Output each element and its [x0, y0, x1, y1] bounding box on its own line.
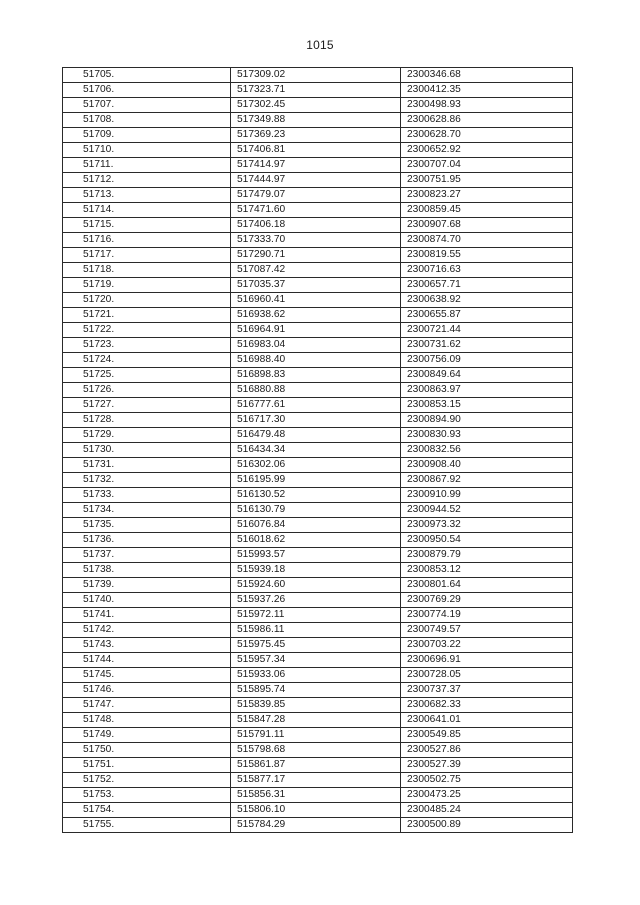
x-coordinate-cell: 517479.07	[231, 188, 401, 203]
table-row	[63, 443, 573, 458]
point-number-cell: 51733.	[63, 488, 231, 503]
point-number-cell: 51728.	[63, 413, 231, 428]
table-row	[63, 773, 573, 788]
point-number-cell: 51713.	[63, 188, 231, 203]
x-coordinate-cell: 516717.30	[231, 413, 401, 428]
table-row	[63, 488, 573, 503]
table-row	[63, 368, 573, 383]
x-coordinate-cell: 515791.11	[231, 728, 401, 743]
x-coordinate-cell: 517349.88	[231, 113, 401, 128]
table-row	[63, 638, 573, 653]
point-number-cell: 51750.	[63, 743, 231, 758]
table-row	[63, 83, 573, 98]
x-coordinate-cell: 516076.84	[231, 518, 401, 533]
x-coordinate-cell: 515933.06	[231, 668, 401, 683]
point-number-cell: 51745.	[63, 668, 231, 683]
point-number-cell: 51721.	[63, 308, 231, 323]
table-row	[63, 248, 573, 263]
x-coordinate-cell: 517369.23	[231, 128, 401, 143]
table-row	[63, 668, 573, 683]
y-coordinate-cell: 2300657.71	[401, 278, 573, 293]
x-coordinate-cell: 516302.06	[231, 458, 401, 473]
point-number-cell: 51706.	[63, 83, 231, 98]
x-coordinate-cell: 516988.40	[231, 353, 401, 368]
y-coordinate-cell: 2300756.09	[401, 353, 573, 368]
y-coordinate-cell: 2300874.70	[401, 233, 573, 248]
table-row	[63, 68, 573, 83]
y-coordinate-cell: 2300527.86	[401, 743, 573, 758]
y-coordinate-cell: 2300728.05	[401, 668, 573, 683]
point-number-cell: 51732.	[63, 473, 231, 488]
y-coordinate-cell: 2300774.19	[401, 608, 573, 623]
y-coordinate-cell: 2300950.54	[401, 533, 573, 548]
point-number-cell: 51731.	[63, 458, 231, 473]
point-number-cell: 51719.	[63, 278, 231, 293]
table-row	[63, 818, 573, 833]
x-coordinate-cell: 516195.99	[231, 473, 401, 488]
point-number-cell: 51726.	[63, 383, 231, 398]
point-number-cell: 51737.	[63, 548, 231, 563]
table-row	[63, 608, 573, 623]
x-coordinate-cell: 517333.70	[231, 233, 401, 248]
y-coordinate-cell: 2300823.27	[401, 188, 573, 203]
point-number-cell: 51746.	[63, 683, 231, 698]
y-coordinate-cell: 2300485.24	[401, 803, 573, 818]
x-coordinate-cell: 515798.68	[231, 743, 401, 758]
y-coordinate-cell: 2300707.04	[401, 158, 573, 173]
table-row	[63, 743, 573, 758]
x-coordinate-cell: 515993.57	[231, 548, 401, 563]
x-coordinate-cell: 516938.62	[231, 308, 401, 323]
point-number-cell: 51718.	[63, 263, 231, 278]
table-row	[63, 713, 573, 728]
x-coordinate-cell: 516880.88	[231, 383, 401, 398]
x-coordinate-cell: 515861.87	[231, 758, 401, 773]
y-coordinate-cell: 2300502.75	[401, 773, 573, 788]
x-coordinate-cell: 515937.26	[231, 593, 401, 608]
table-row	[63, 698, 573, 713]
point-number-cell: 51716.	[63, 233, 231, 248]
table-row	[63, 623, 573, 638]
point-number-cell: 51735.	[63, 518, 231, 533]
x-coordinate-cell: 515924.60	[231, 578, 401, 593]
x-coordinate-cell: 515895.74	[231, 683, 401, 698]
point-number-cell: 51715.	[63, 218, 231, 233]
table-row	[63, 233, 573, 248]
table-row	[63, 158, 573, 173]
page-number: 1015	[306, 38, 334, 52]
table-row	[63, 338, 573, 353]
y-coordinate-cell: 2300853.15	[401, 398, 573, 413]
table-row	[63, 203, 573, 218]
y-coordinate-cell: 2300682.33	[401, 698, 573, 713]
table-row	[63, 188, 573, 203]
y-coordinate-cell: 2300910.99	[401, 488, 573, 503]
y-coordinate-cell: 2300832.56	[401, 443, 573, 458]
y-coordinate-cell: 2300973.32	[401, 518, 573, 533]
table-row	[63, 98, 573, 113]
table-row	[63, 473, 573, 488]
x-coordinate-cell: 517087.42	[231, 263, 401, 278]
y-coordinate-cell: 2300500.89	[401, 818, 573, 833]
point-number-cell: 51740.	[63, 593, 231, 608]
y-coordinate-cell: 2300652.92	[401, 143, 573, 158]
x-coordinate-cell: 515784.29	[231, 818, 401, 833]
x-coordinate-cell: 515856.31	[231, 788, 401, 803]
table-row	[63, 263, 573, 278]
table-row	[63, 803, 573, 818]
table-row	[63, 548, 573, 563]
table-row	[63, 353, 573, 368]
point-number-cell: 51707.	[63, 98, 231, 113]
y-coordinate-cell: 2300346.68	[401, 68, 573, 83]
table-row	[63, 383, 573, 398]
point-number-cell: 51729.	[63, 428, 231, 443]
table-row	[63, 413, 573, 428]
point-number-cell: 51748.	[63, 713, 231, 728]
x-coordinate-cell: 515847.28	[231, 713, 401, 728]
point-number-cell: 51720.	[63, 293, 231, 308]
point-number-cell: 51749.	[63, 728, 231, 743]
point-number-cell: 51722.	[63, 323, 231, 338]
point-number-cell: 51708.	[63, 113, 231, 128]
table-row	[63, 293, 573, 308]
point-number-cell: 51739.	[63, 578, 231, 593]
y-coordinate-cell: 2300721.44	[401, 323, 573, 338]
coordinate-table-body	[63, 68, 573, 833]
table-row	[63, 578, 573, 593]
point-number-cell: 51752.	[63, 773, 231, 788]
x-coordinate-cell: 516983.04	[231, 338, 401, 353]
x-coordinate-cell: 516960.41	[231, 293, 401, 308]
coordinate-table	[62, 67, 573, 833]
x-coordinate-cell: 517406.18	[231, 218, 401, 233]
point-number-cell: 51741.	[63, 608, 231, 623]
x-coordinate-cell: 515939.18	[231, 563, 401, 578]
y-coordinate-cell: 2300655.87	[401, 308, 573, 323]
y-coordinate-cell: 2300731.62	[401, 338, 573, 353]
table-row	[63, 503, 573, 518]
y-coordinate-cell: 2300628.86	[401, 113, 573, 128]
table-row	[63, 788, 573, 803]
table-row	[63, 533, 573, 548]
x-coordinate-cell: 515839.85	[231, 698, 401, 713]
point-number-cell: 51705.	[63, 68, 231, 83]
table-row	[63, 308, 573, 323]
table-row	[63, 593, 573, 608]
x-coordinate-cell: 517323.71	[231, 83, 401, 98]
x-coordinate-cell: 517290.71	[231, 248, 401, 263]
point-number-cell: 51724.	[63, 353, 231, 368]
point-number-cell: 51755.	[63, 818, 231, 833]
x-coordinate-cell: 515877.17	[231, 773, 401, 788]
x-coordinate-cell: 516479.48	[231, 428, 401, 443]
x-coordinate-cell: 517471.60	[231, 203, 401, 218]
y-coordinate-cell: 2300907.68	[401, 218, 573, 233]
y-coordinate-cell: 2300749.57	[401, 623, 573, 638]
y-coordinate-cell: 2300830.93	[401, 428, 573, 443]
y-coordinate-cell: 2300819.55	[401, 248, 573, 263]
point-number-cell: 51727.	[63, 398, 231, 413]
point-number-cell: 51743.	[63, 638, 231, 653]
point-number-cell: 51753.	[63, 788, 231, 803]
y-coordinate-cell: 2300867.92	[401, 473, 573, 488]
table-row	[63, 143, 573, 158]
x-coordinate-cell: 517309.02	[231, 68, 401, 83]
point-number-cell: 51717.	[63, 248, 231, 263]
y-coordinate-cell: 2300703.22	[401, 638, 573, 653]
y-coordinate-cell: 2300853.12	[401, 563, 573, 578]
point-number-cell: 51751.	[63, 758, 231, 773]
y-coordinate-cell: 2300549.85	[401, 728, 573, 743]
y-coordinate-cell: 2300412.35	[401, 83, 573, 98]
point-number-cell: 51725.	[63, 368, 231, 383]
point-number-cell: 51744.	[63, 653, 231, 668]
x-coordinate-cell: 516964.91	[231, 323, 401, 338]
y-coordinate-cell: 2300696.91	[401, 653, 573, 668]
y-coordinate-cell: 2300944.52	[401, 503, 573, 518]
x-coordinate-cell: 516130.79	[231, 503, 401, 518]
point-number-cell: 51754.	[63, 803, 231, 818]
point-number-cell: 51723.	[63, 338, 231, 353]
y-coordinate-cell: 2300628.70	[401, 128, 573, 143]
x-coordinate-cell: 516898.83	[231, 368, 401, 383]
x-coordinate-cell: 517406.81	[231, 143, 401, 158]
x-coordinate-cell: 517444.97	[231, 173, 401, 188]
point-number-cell: 51711.	[63, 158, 231, 173]
point-number-cell: 51747.	[63, 698, 231, 713]
x-coordinate-cell: 517302.45	[231, 98, 401, 113]
point-number-cell: 51709.	[63, 128, 231, 143]
x-coordinate-cell: 517414.97	[231, 158, 401, 173]
table-row	[63, 323, 573, 338]
table-row	[63, 458, 573, 473]
y-coordinate-cell: 2300737.37	[401, 683, 573, 698]
table-row	[63, 518, 573, 533]
point-number-cell: 51730.	[63, 443, 231, 458]
y-coordinate-cell: 2300801.64	[401, 578, 573, 593]
y-coordinate-cell: 2300894.90	[401, 413, 573, 428]
x-coordinate-cell: 517035.37	[231, 278, 401, 293]
table-row	[63, 728, 573, 743]
table-row	[63, 113, 573, 128]
x-coordinate-cell: 515972.11	[231, 608, 401, 623]
table-row	[63, 218, 573, 233]
y-coordinate-cell: 2300527.39	[401, 758, 573, 773]
y-coordinate-cell: 2300769.29	[401, 593, 573, 608]
table-row	[63, 653, 573, 668]
table-row	[63, 758, 573, 773]
table-row	[63, 278, 573, 293]
table-row	[63, 128, 573, 143]
point-number-cell: 51710.	[63, 143, 231, 158]
point-number-cell: 51742.	[63, 623, 231, 638]
x-coordinate-cell: 516434.34	[231, 443, 401, 458]
table-row	[63, 563, 573, 578]
point-number-cell: 51738.	[63, 563, 231, 578]
table-row	[63, 173, 573, 188]
table-row	[63, 398, 573, 413]
x-coordinate-cell: 515806.10	[231, 803, 401, 818]
y-coordinate-cell: 2300716.63	[401, 263, 573, 278]
table-row	[63, 428, 573, 443]
table-row	[63, 683, 573, 698]
y-coordinate-cell: 2300751.95	[401, 173, 573, 188]
y-coordinate-cell: 2300863.97	[401, 383, 573, 398]
y-coordinate-cell: 2300859.45	[401, 203, 573, 218]
y-coordinate-cell: 2300908.40	[401, 458, 573, 473]
point-number-cell: 51712.	[63, 173, 231, 188]
x-coordinate-cell: 515975.45	[231, 638, 401, 653]
y-coordinate-cell: 2300638.92	[401, 293, 573, 308]
point-number-cell: 51734.	[63, 503, 231, 518]
point-number-cell: 51736.	[63, 533, 231, 548]
y-coordinate-cell: 2300879.79	[401, 548, 573, 563]
x-coordinate-cell: 516018.62	[231, 533, 401, 548]
y-coordinate-cell: 2300498.93	[401, 98, 573, 113]
y-coordinate-cell: 2300849.64	[401, 368, 573, 383]
x-coordinate-cell: 515957.34	[231, 653, 401, 668]
point-number-cell: 51714.	[63, 203, 231, 218]
x-coordinate-cell: 515986.11	[231, 623, 401, 638]
y-coordinate-cell: 2300473.25	[401, 788, 573, 803]
x-coordinate-cell: 516777.61	[231, 398, 401, 413]
y-coordinate-cell: 2300641.01	[401, 713, 573, 728]
x-coordinate-cell: 516130.52	[231, 488, 401, 503]
